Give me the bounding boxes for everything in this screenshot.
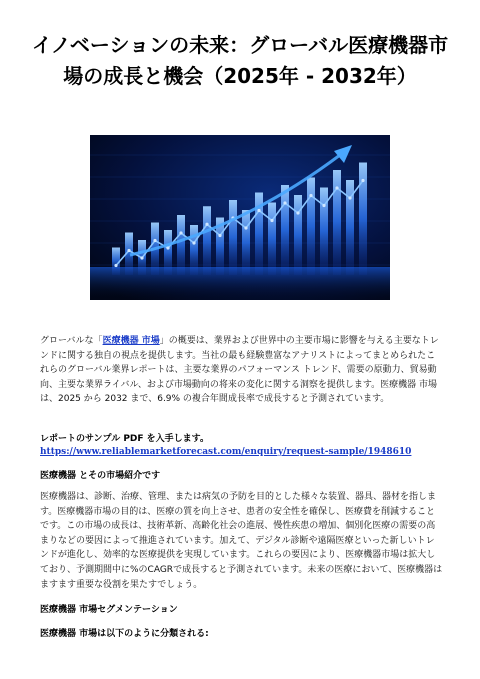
hero-trend-dot <box>127 249 130 252</box>
hero-bar <box>229 200 237 275</box>
rising-bar-chart-icon <box>90 135 390 300</box>
hero-trend-dot <box>296 211 299 214</box>
hero-trend-dot <box>283 201 286 204</box>
hero-bar <box>268 203 276 276</box>
hero-trend-dot <box>140 256 143 259</box>
page-title-line-1: イノベーションの未来：グローバル医療機器市 <box>31 33 449 57</box>
hero-bar <box>242 210 250 275</box>
hero-trend-dot <box>114 264 117 267</box>
classification-heading-text: 市場は以下のように分類される: <box>76 629 209 639</box>
hero-bar <box>177 215 185 275</box>
segmentation-heading <box>40 603 443 618</box>
market-keyword-link[interactable]: 医療機器 市場 <box>102 336 160 346</box>
intro-body: 」の概要は、業界および世界中の主要市場に影響を与える主要なトレンドに関する独自の視点を提供します。当社の最も経験豊富なアナリストによってまとめられたこれらのグローバル業界レポートは、主要な業界のパフォーマンス トレンド、需要の原動力、貿易動向、主要な業界ライバル、および市場動向の将来の変化に関する洞察を提供します。医療機器 市場は、2025 から 2032 まで、6.9% の複合年間成長率で成長すると予測されています。 <box>40 336 439 405</box>
hero-bar <box>333 170 341 275</box>
hero-trend-dot <box>179 231 182 234</box>
hero-trend-dot <box>153 239 156 242</box>
hero-floor-glow <box>90 267 390 300</box>
segmentation-keyword: 医療機器 <box>40 605 77 615</box>
hero-trend-dot <box>257 209 260 212</box>
intro-paragraph <box>40 334 443 407</box>
hero-trend-dot <box>218 234 221 237</box>
hero-trend-dot <box>335 186 338 189</box>
hero-trend-dot <box>309 194 312 197</box>
hero-bar <box>294 195 302 275</box>
hero-trend-dot <box>192 241 195 244</box>
market-description-paragraph: 医療機器は、診断、治療、管理、または病気の予防を目的とした様々な装置、器具、器材を指します。医療機器市場の目的は、医療の質を向上させ、患者の安全性を確保し、医療費を削減することです。この市場の成長は、技術革新、高齢化社会の進展、慢性疾患の増加、個別化医療の需要の高まりなどの要因によって推進されています。加えて、デジタル診断や遠隔医療といった新しいトレンドが進化し、効率的な医療提供を実現しています。これらの要因により、医療機器市場は拡大しており、予測期間中に%のCAGRで成長すると予測されています。未来の医療において、医療機器はますます重要な役割を果たすでしょう。 <box>40 492 443 590</box>
hero-bar <box>307 178 315 276</box>
hero-trend-dot <box>361 179 364 182</box>
hero-trend-dot <box>348 196 351 199</box>
hero-trend-dot <box>166 246 169 249</box>
classification-heading <box>40 627 443 642</box>
page-title <box>20 30 460 92</box>
market-intro-heading <box>40 469 443 484</box>
classification-keyword: 医療機器 <box>40 629 77 639</box>
hero-chart-image <box>90 135 390 300</box>
hero-bar <box>203 206 211 275</box>
sample-pdf-heading: レポートのサンプル PDF を入手します。 <box>40 434 209 444</box>
hero-trend-dot <box>205 223 208 226</box>
segmentation-heading-text: 市場セグメンテーション <box>76 605 178 615</box>
hero-trend-dot <box>270 219 273 222</box>
hero-trend-dot <box>244 226 247 229</box>
sample-request-link[interactable]: https://www.reliablemarketforecast.com/enquiry/request-sample/1948610 <box>40 447 412 457</box>
hero-trend-dot <box>322 204 325 207</box>
market-intro-keyword: 医療機器 <box>40 471 77 481</box>
hero-bar <box>281 185 289 275</box>
market-intro-heading-text: とその市場紹介です <box>76 471 161 481</box>
page-title-line-2: 場の成長と機会（2025年 - 2032年） <box>63 64 417 88</box>
intro-prefix: グローバルな「 <box>40 336 103 346</box>
